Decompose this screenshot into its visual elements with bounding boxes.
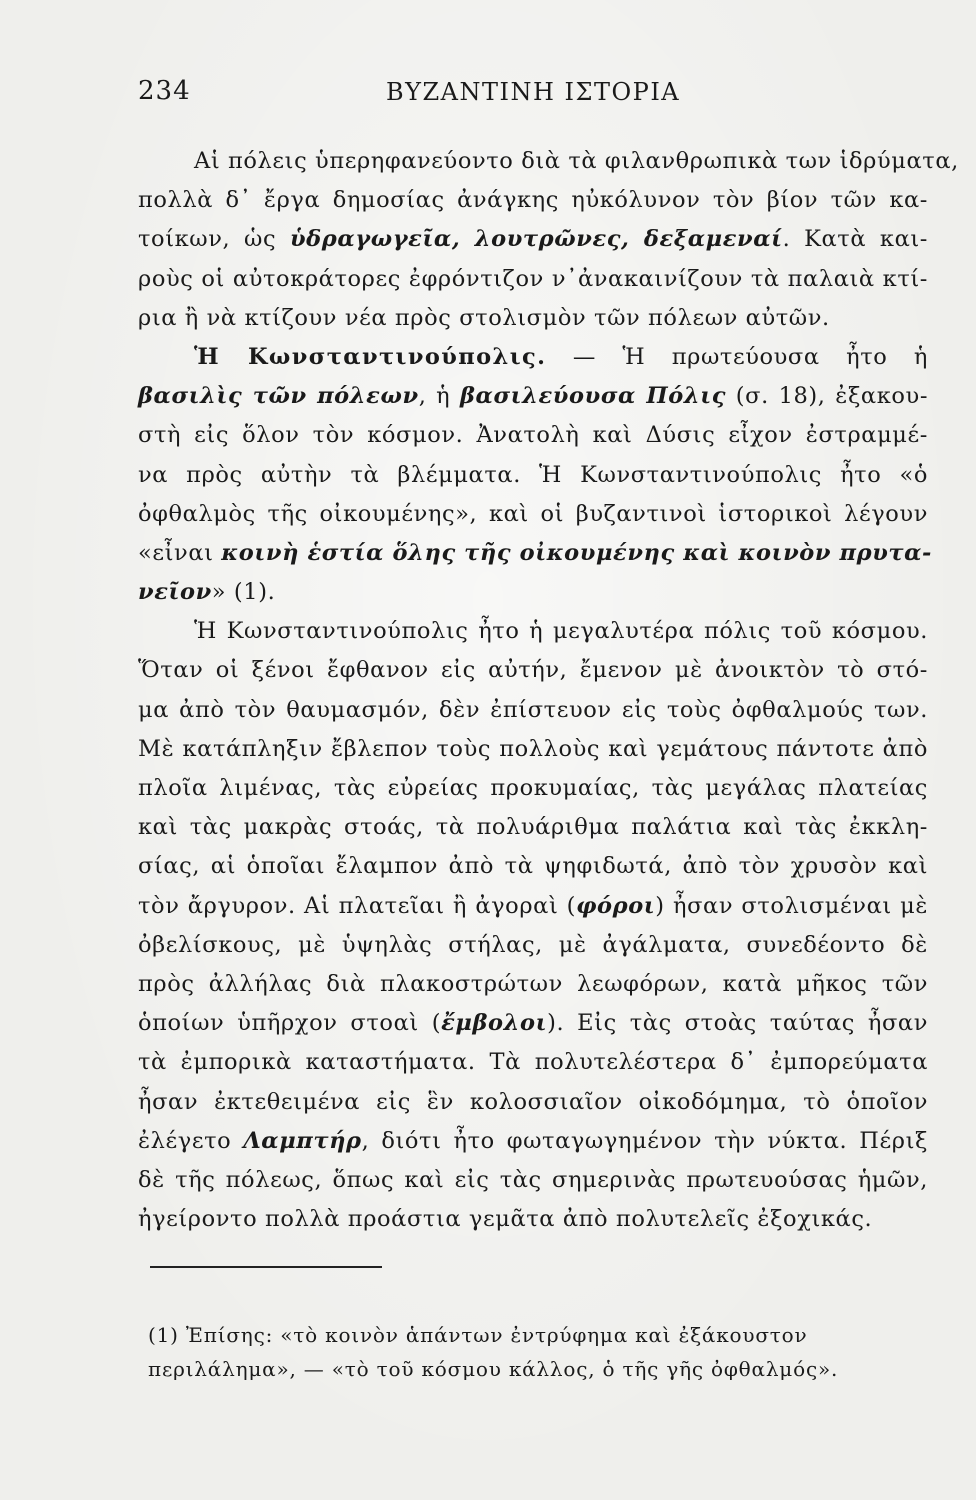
- text-line: ἠγείροντο πολλὰ προάστια γεμᾶτα ἀπὸ πολυτελεῖς ἐξοχικάς.: [138, 1206, 873, 1233]
- footnote: [148, 1318, 918, 1386]
- emphasis-text: ὑδραγωγεῖα, λουτρῶνες, δεξαμεναί: [289, 226, 783, 253]
- page-number: 234: [138, 76, 191, 106]
- emphasis-text: κοινὴ ἑστία ὅλης τῆς οἰκουμένης καὶ κοινὸν πρυτα-: [221, 539, 932, 566]
- text-line: καὶ τὰς μακρὰς στοάς, τὰ πολυάριθμα παλάτια καὶ τὰς ἐκκλη-: [138, 814, 928, 841]
- section-heading: Ἡ Κωνσταντινούπολις.: [194, 343, 547, 370]
- running-head: ΒΥΖΑΝΤΙΝΗ ΙΣΤΟΡΙΑ: [386, 78, 681, 106]
- emphasis-text: βασιλὶς τῶν πόλεων: [138, 383, 419, 410]
- text-line: ὀφθαλμὸς τῆς οἰκουμένης», καὶ οἱ βυζαντινοὶ ἱστορικοὶ λέγουν: [138, 500, 928, 527]
- text-line: τὰ ἐμπορικὰ καταστήματα. Τὰ πολυτελέστερα δ᾽ ἐμπορεύματα: [138, 1049, 928, 1076]
- emphasis-text: φόροι: [576, 892, 656, 919]
- text-line: πολλὰ δ᾽ ἔργα δημοσίας ἀνάγκης ηὐκόλυνον τὸν βίον τῶν κα-: [138, 187, 928, 214]
- text-line: Ἡ Κωνσταντινούπολις. — Ἡ πρωτεύουσα ἦτο ἡ: [194, 343, 928, 370]
- text-line: σίας, αἱ ὁποῖαι ἔλαμπον ἀπὸ τὰ ψηφιδωτά, ἀπὸ τὸν χρυσὸν καὶ: [138, 853, 928, 880]
- text-line: ἐλέγετο Λαμπτήρ, διότι ἦτο φωταγωγημένον τὴν νύκτα. Πέριξ: [138, 1127, 928, 1154]
- text-line: Ὅταν οἱ ξένοι ἔφθανον εἰς αὐτήν, ἔμενον μὲ ἀνοικτὸν τὸ στό-: [138, 657, 928, 684]
- emphasis-text: βασιλεύουσα Πόλις: [460, 383, 726, 410]
- text-line: τὸν ἄργυρον. Αἱ πλατεῖαι ἢ ἀγοραὶ (φόροι) ἦσαν στολισμέναι μὲ: [138, 892, 928, 919]
- body-text: [138, 142, 959, 1239]
- footnote-divider: [150, 1266, 382, 1268]
- text-line: ρια ἢ νὰ κτίζουν νέα πρὸς στολισμὸν τῶν πόλεων αὐτῶν.: [138, 304, 830, 331]
- text-line: ὀβελίσκους, μὲ ὑψηλὰς στήλας, μὲ ἀγάλματα, συνεδέοντο δὲ: [138, 931, 928, 958]
- text-line: ροὺς οἱ αὐτοκράτορες ἐφρόντιζον ν᾽ἀνακαινίζουν τὰ παλαιὰ κτί-: [138, 265, 928, 292]
- text-line: Ἡ Κωνσταντινούπολις ἦτο ἡ μεγαλυτέρα πόλις τοῦ κόσμου.: [194, 618, 928, 645]
- text-line: Μὲ κατάπληξιν ἔβλεπον τοὺς πολλοὺς καὶ γεμάτους πάντοτε ἀπὸ: [138, 735, 928, 762]
- text-line: στὴ εἰς ὅλον τὸν κόσμον. Ἀνατολὴ καὶ Δύσις εἶχον ἐστραμμέ-: [138, 422, 928, 449]
- page-header: [138, 76, 938, 116]
- text-line: βασιλὶς τῶν πόλεων, ἡ βασιλεύουσα Πόλις (σ. 18), ἐξακου-: [138, 383, 929, 410]
- emphasis-text: νεῖον: [138, 579, 212, 606]
- text-line: Αἱ πόλεις ὑπερηφανεύοντο διὰ τὰ φιλανθρωπικὰ των ἱδρύματα,: [194, 148, 959, 174]
- text-line: πρὸς ἀλλήλας διὰ πλακοστρώτων λεωφόρων, κατὰ μῆκος τῶν: [138, 970, 928, 997]
- emphasis-text: Λαμπτήρ: [243, 1127, 362, 1154]
- text-line: μα ἀπὸ τὸν θαυμασμόν, δὲν ἐπίστευον εἰς τοὺς ὀφθαλμούς των.: [138, 696, 928, 723]
- emphasis-text: ἔμβολοι: [441, 1010, 548, 1037]
- text-line: «εἶναι κοινὴ ἑστία ὅλης τῆς οἰκουμένης καὶ κοινὸν πρυτα-: [138, 539, 932, 566]
- text-line: νεῖον» (1).: [138, 579, 276, 606]
- text-line: δὲ τῆς πόλεως, ὅπως καὶ εἰς τὰς σημερινὰς πρωτευούσας ἡμῶν,: [138, 1166, 928, 1193]
- text-line: πλοῖα λιμένας, τὰς εὐρείας προκυμαίας, τὰς μεγάλας πλατείας: [138, 775, 928, 801]
- footnote-line: περιλάλημα», — «τὸ τοῦ κόσμου κάλλος, ὁ τῆς γῆς ὀφθαλμός».: [148, 1357, 839, 1381]
- text-line: τοίκων, ὡς ὑδραγωγεῖα, λουτρῶνες, δεξαμεναί. Κατὰ και-: [138, 226, 928, 253]
- text-line: ἦσαν ἐκτεθειμένα εἰς ἓν κολοσσιαῖον οἰκοδόμημα, τὸ ὁποῖον: [138, 1088, 928, 1115]
- text-line: να πρὸς αὐτὴν τὰ βλέμματα. Ἡ Κωνσταντινούπολις ἦτο «ὁ: [138, 461, 928, 488]
- footnote-line: (1) Ἐπίσης: «τὸ κοινὸν ἁπάντων ἐντρύφημα καὶ ἐξάκουστον: [148, 1323, 808, 1347]
- text-line: ὁποίων ὑπῆρχον στοαὶ (ἔμβολοι). Εἰς τὰς στοὰς ταύτας ἦσαν: [138, 1010, 928, 1037]
